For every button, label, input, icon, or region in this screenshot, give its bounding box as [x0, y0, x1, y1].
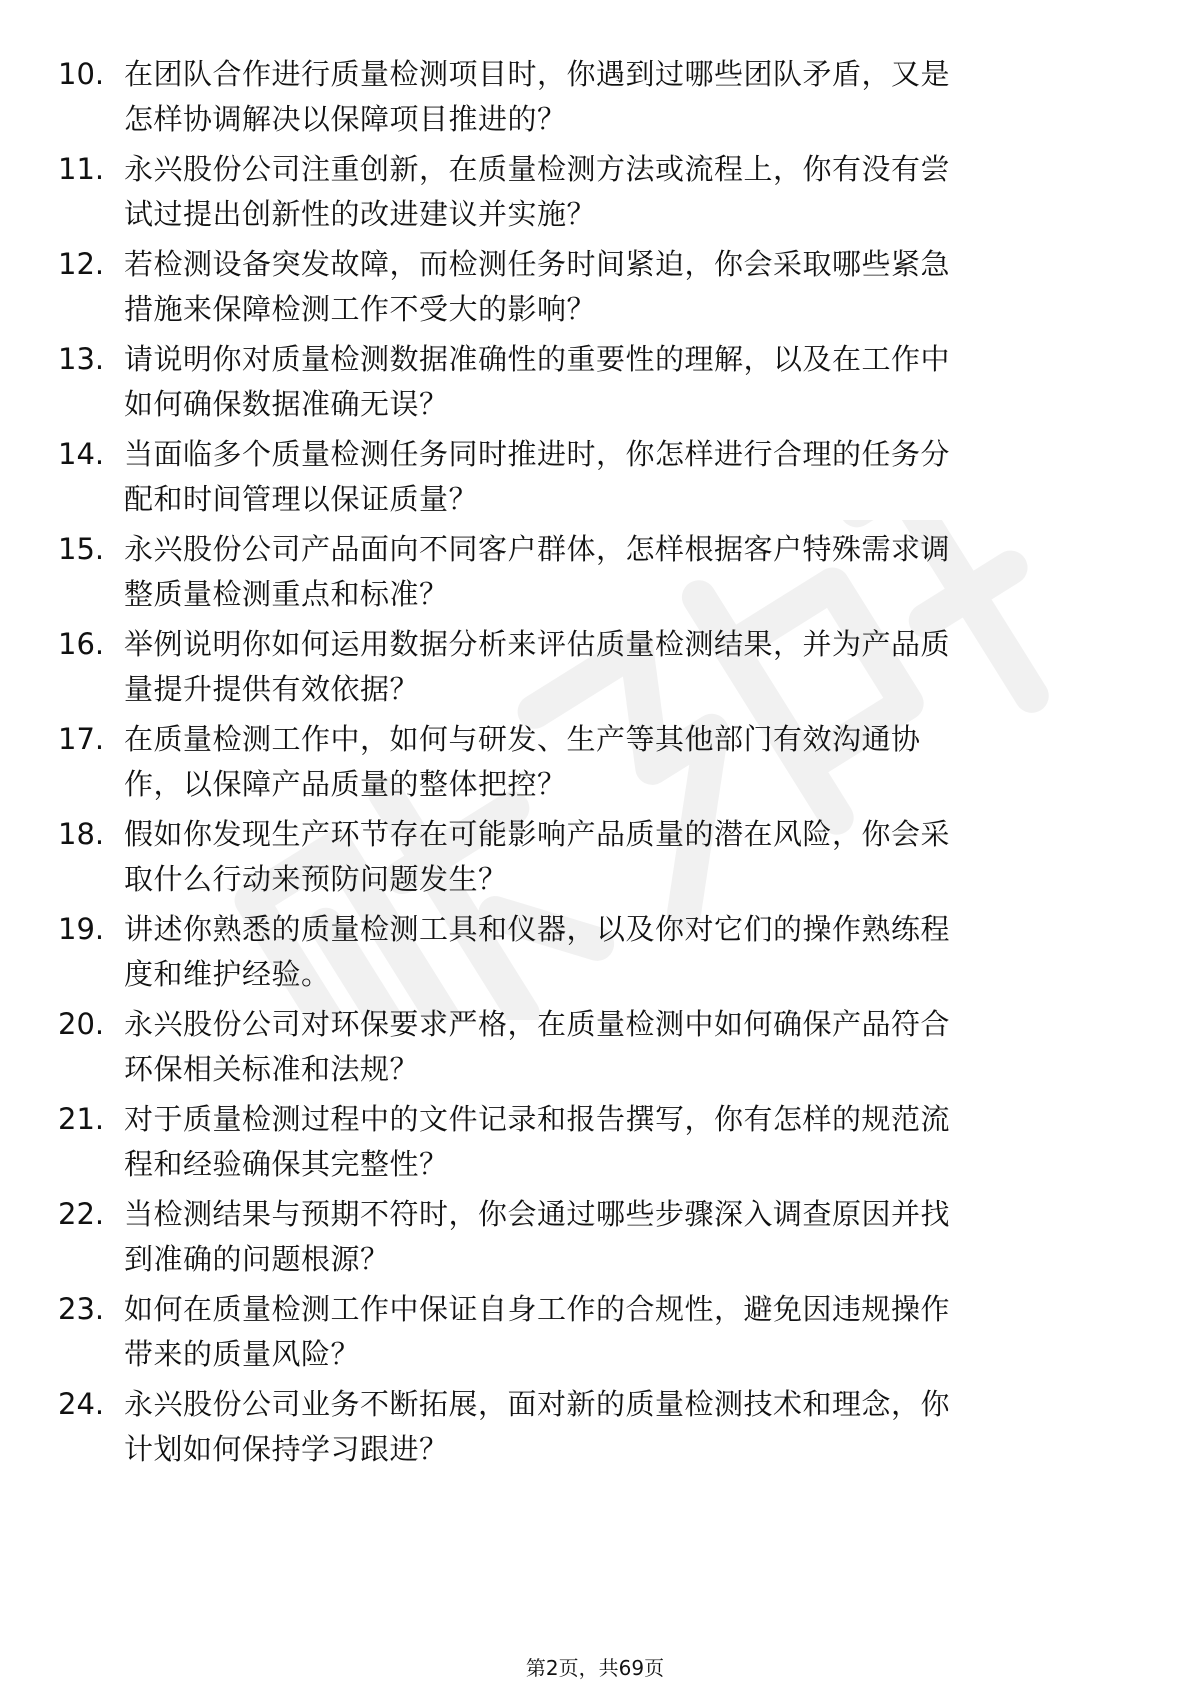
question-line: 到准确的问题根源？ [124, 1242, 390, 1276]
question-item [58, 1382, 1118, 1472]
question-line: 作，以保障产品质量的整体把控？ [124, 767, 567, 801]
question-number: 16. [58, 627, 105, 661]
question-line: 程和经验确保其完整性？ [124, 1147, 449, 1181]
question-line: 取什么行动来预防问题发生？ [124, 862, 508, 896]
question-number: 17. [58, 722, 105, 756]
question-item [58, 147, 1118, 237]
question-item [58, 622, 1118, 712]
question-text [124, 717, 1114, 807]
question-line: 在质量检测工作中，如何与研发、生产等其他部门有效沟通协 [124, 722, 921, 756]
question-line: 怎样协调解决以保障项目推进的？ [124, 102, 567, 136]
question-number: 18. [58, 817, 105, 851]
question-number: 20. [58, 1007, 105, 1041]
question-item [58, 527, 1118, 617]
question-line: 对于质量检测过程中的文件记录和报告撰写，你有怎样的规范流 [124, 1102, 951, 1136]
question-item [58, 1287, 1118, 1377]
question-line: 当面临多个质量检测任务同时推进时，你怎样进行合理的任务分 [124, 437, 951, 471]
question-text [124, 147, 1114, 237]
question-line: 试过提出创新性的改进建议并实施？ [124, 197, 597, 231]
question-line: 措施来保障检测工作不受大的影响？ [124, 292, 597, 326]
question-item [58, 1002, 1118, 1092]
question-text [124, 1097, 1114, 1187]
question-item [58, 52, 1118, 142]
question-line: 永兴股份公司注重创新，在质量检测方法或流程上，你有没有尝 [124, 152, 951, 186]
question-line: 整质量检测重点和标准？ [124, 577, 449, 611]
question-line: 永兴股份公司对环保要求严格，在质量检测中如何确保产品符合 [124, 1007, 951, 1041]
question-item [58, 812, 1118, 902]
question-number: 13. [58, 342, 105, 376]
question-line: 请说明你对质量检测数据准确性的重要性的理解，以及在工作中 [124, 342, 951, 376]
question-line: 度和维护经验。 [124, 957, 331, 991]
question-line: 在团队合作进行质量检测项目时，你遇到过哪些团队矛盾，又是 [124, 57, 951, 91]
question-number: 12. [58, 247, 105, 281]
question-line: 环保相关标准和法规？ [124, 1052, 420, 1086]
question-line: 配和时间管理以保证质量？ [124, 482, 479, 516]
question-item [58, 1192, 1118, 1282]
question-line: 讲述你熟悉的质量检测工具和仪器，以及你对它们的操作熟练程 [124, 912, 951, 946]
question-item [58, 717, 1118, 807]
question-number: 11. [58, 152, 105, 186]
question-number: 19. [58, 912, 105, 946]
question-line: 假如你发现生产环节存在可能影响产品质量的潜在风险，你会采 [124, 817, 951, 851]
question-line: 计划如何保持学习跟进？ [124, 1432, 449, 1466]
question-line: 当检测结果与预期不符时，你会通过哪些步骤深入调查原因并找 [124, 1197, 951, 1231]
question-item [58, 242, 1118, 332]
page-footer: 第2页，共69页 [525, 1656, 665, 1680]
question-item [58, 1097, 1118, 1187]
question-line: 永兴股份公司业务不断拓展，面对新的质量检测技术和理念，你 [124, 1387, 951, 1421]
question-line: 带来的质量风险？ [124, 1337, 361, 1371]
question-text [124, 52, 1114, 142]
question-line: 如何确保数据准确无误？ [124, 387, 449, 421]
question-text [124, 432, 1114, 522]
question-text [124, 1002, 1114, 1092]
question-number: 22. [58, 1197, 105, 1231]
question-text [124, 1287, 1114, 1377]
question-text [124, 1382, 1114, 1472]
question-number: 21. [58, 1102, 105, 1136]
question-text [124, 907, 1114, 997]
question-line: 举例说明你如何运用数据分析来评估质量检测结果，并为产品质 [124, 627, 951, 661]
question-text [124, 527, 1114, 617]
question-number: 23. [58, 1292, 105, 1326]
question-number: 15. [58, 532, 105, 566]
question-text [124, 242, 1114, 332]
question-line: 如何在质量检测工作中保证自身工作的合规性，避免因违规操作 [124, 1292, 951, 1326]
question-text [124, 1192, 1114, 1282]
question-line: 量提升提供有效依据？ [124, 672, 420, 706]
question-line: 永兴股份公司产品面向不同客户群体，怎样根据客户特殊需求调 [124, 532, 951, 566]
question-item [58, 907, 1118, 997]
question-number: 14. [58, 437, 105, 471]
question-text [124, 812, 1114, 902]
question-item [58, 432, 1118, 522]
question-number: 10. [58, 57, 105, 91]
question-line: 若检测设备突发故障，而检测任务时间紧迫，你会采取哪些紧急 [124, 247, 951, 281]
question-number: 24. [58, 1387, 105, 1421]
question-text [124, 622, 1114, 712]
question-text [124, 337, 1114, 427]
question-item [58, 337, 1118, 427]
